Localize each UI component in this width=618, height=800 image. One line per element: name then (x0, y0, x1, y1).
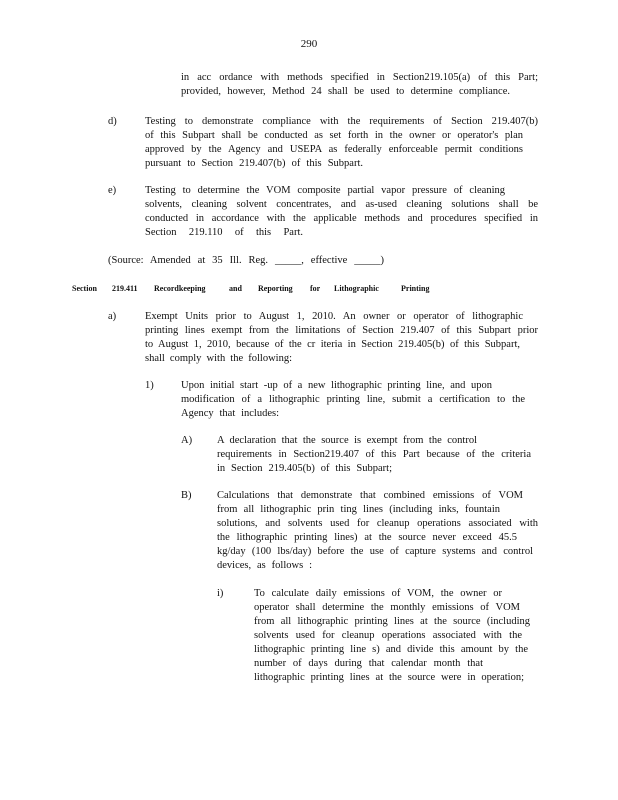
section-title-word: for (310, 284, 321, 293)
item-B-line: kg/day (100 lbs/day) before the use of capture systems and control (217, 546, 533, 557)
section-label: Section (72, 284, 97, 293)
item-1-line: Upon initial start -up of a new lithographic printing line, and upon (181, 380, 492, 391)
item-a-line: printing lines exempt from the limitations of Section 219.407 of this Subpart prior (145, 325, 538, 336)
item-i-line: lithographic printing lines at the source were in operation; (254, 672, 524, 683)
item-i-line: from all lithographic printing lines at the source (including (254, 616, 530, 627)
item-1-marker: 1) (145, 380, 154, 391)
section-title-word: Printing (401, 284, 430, 293)
item-B-marker: B) (181, 490, 192, 501)
item-d-line: pursuant to Section 219.407(b) of this Subpart. (145, 158, 363, 169)
section-title-word: Lithographic (334, 284, 379, 293)
item-d-line: approved by the Agency and USEPA as federally enforceable permit conditions (145, 144, 523, 155)
item-a-line: Exempt Units prior to August 1, 2010. An owner or operator of lithographic (145, 311, 523, 322)
item-i-line: To calculate daily emissions of VOM, the owner or (254, 588, 502, 599)
item-B-line: from all lithographic prin ting lines (including inks, fountain (217, 504, 500, 515)
item-i-line: operator shall determine the monthly emissions of VOM (254, 602, 520, 613)
item-i-line: number of days during that calendar month that (254, 658, 483, 669)
continuation-line: in acc ordance with methods specified in Section219.105(a) of this Part; (181, 72, 538, 83)
item-B-line: the lithographic printing lines) at the source never exceed 45.5 (217, 532, 517, 543)
source-note: (Source: Amended at 35 Ill. Reg. _____, effective _____) (108, 255, 384, 266)
item-e-line: conducted in accordance with the applicable methods and procedures specified in (145, 213, 538, 224)
item-B-line: Calculations that demonstrate that combined emissions of VOM (217, 490, 523, 501)
section-heading (72, 284, 432, 296)
item-1-line: Agency that includes: (181, 408, 279, 419)
section-title-word: and (229, 284, 242, 293)
item-a-line: to August 1, 2010, because of the cr iteria in Section 219.405(b) of this Subpart, (145, 339, 520, 350)
section-title-word: Reporting (258, 284, 293, 293)
item-e-marker: e) (108, 185, 117, 196)
item-A-marker: A) (181, 435, 193, 446)
item-i-marker: i) (217, 588, 224, 599)
item-1-line: modification of a lithographic printing line, submit a certification to the (181, 394, 525, 405)
item-e-line: Testing to determine the VOM composite partial vapor pressure of cleaning (145, 185, 505, 196)
item-d-line: Testing to demonstrate compliance with the requirements of Section 219.407(b) (145, 116, 538, 127)
item-i-line: lithographic printing line s) and divide this amount by the (254, 644, 528, 655)
item-A-line: A declaration that the source is exempt from the control (217, 435, 477, 446)
item-A-line: in Section 219.405(b) of this Subpart; (217, 463, 392, 474)
item-e-line: solvents, cleaning solvent concentrates, and as-used cleaning solutions shall be (145, 199, 538, 210)
item-d-marker: d) (108, 116, 117, 127)
item-A-line: requirements in Section219.407 of this Part because of the criteria (217, 449, 531, 460)
item-a-line: shall comply with the following: (145, 353, 292, 364)
item-B-line: solutions, and solvents used for cleanup operations associated with (217, 518, 538, 529)
section-number: 219.411 (112, 284, 138, 293)
item-i-line: solvents used for cleanup operations associated with the (254, 630, 522, 641)
section-title-word: Recordkeeping (154, 284, 206, 293)
item-B-line: devices, as follows : (217, 560, 312, 571)
item-a-marker: a) (108, 311, 117, 322)
page-number: 290 (300, 38, 318, 50)
item-e-line: Section 219.110 of this Part. (145, 227, 303, 238)
item-d-line: of this Subpart shall be conducted as set forth in the owner or operator's plan (145, 130, 523, 141)
continuation-line: provided, however, Method 24 shall be used to determine compliance. (181, 86, 510, 97)
